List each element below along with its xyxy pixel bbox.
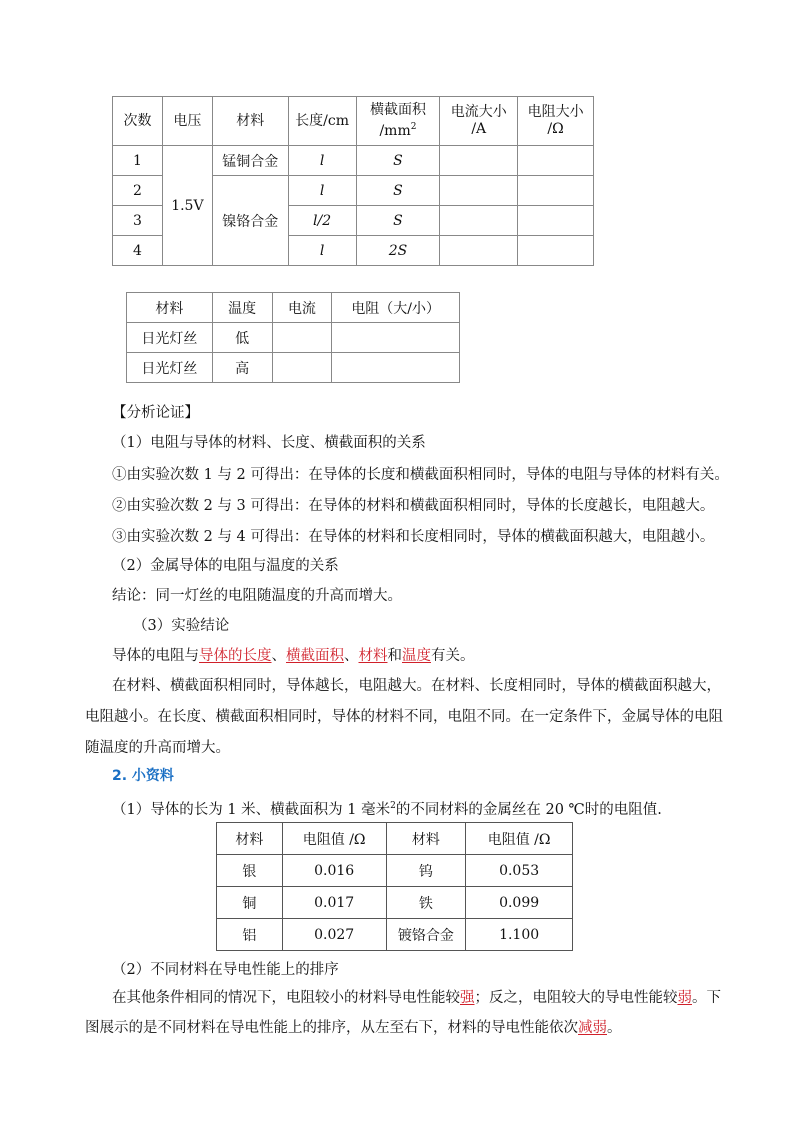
length-cell: l [288, 236, 356, 266]
paragraph: 在材料、横截面积相同时，导体越长，电阻越大。在材料、长度相同时，导体的横截面积越大， [112, 678, 721, 694]
length-cell: l [288, 176, 356, 206]
current-cell [440, 146, 518, 176]
area-cell: 2S [356, 236, 440, 266]
paragraph: 随温度的升高而增大。 [85, 740, 230, 756]
row-number: 2 [113, 176, 163, 206]
current-cell [440, 206, 518, 236]
value-cell: 0.099 [466, 887, 573, 919]
paragraph: （3）实验结论 [133, 618, 230, 634]
header-resistance: 电阻值 /Ω [466, 823, 573, 855]
conclusion-text: 结论：同一灯丝的电阻随温度的升高而增大。 [112, 588, 402, 604]
area-cell: S [356, 206, 440, 236]
length-cell: l [288, 146, 356, 176]
resistance-table [216, 822, 573, 951]
header-material: 材料 [386, 823, 466, 855]
value-cell: 1.100 [466, 919, 573, 951]
resistance-cell [518, 236, 594, 266]
header-current: 电流 [272, 293, 332, 323]
paragraph: （1）电阻与导体的材料、长度、横截面积的关系 [112, 435, 426, 451]
length-cell: l/2 [288, 206, 356, 236]
temperature-cell: 低 [212, 323, 272, 353]
header-resistance: 电阻大小 /Ω [518, 97, 594, 146]
material-cell: 铝 [217, 919, 283, 951]
header-area: 横截面积 $/mm^2$ [356, 97, 440, 146]
header-temperature: 温度 [212, 293, 272, 323]
resistance-cell [332, 353, 460, 383]
header-length: 长度/cm [288, 97, 356, 146]
material-cell: 银 [217, 855, 283, 887]
resistance-cell [332, 323, 460, 353]
answer-strong: 强 [460, 990, 475, 1006]
table-row [217, 855, 573, 887]
table-row [217, 887, 573, 919]
header-resistance: 电阻（大/小） [332, 293, 460, 323]
paragraph: （2）不同材料在导电性能上的排序 [112, 962, 339, 978]
answer-decrease: 减弱 [578, 1020, 607, 1036]
current-cell [440, 176, 518, 206]
material-cell: 铁 [386, 887, 466, 919]
paragraph: 图展示的是不同材料在导电性能上的排序，从左至右下，材料的导电性能依次减弱。 [85, 1020, 622, 1036]
material-cell: 铜 [217, 887, 283, 919]
material-cell: 日光灯丝 [127, 323, 213, 353]
table-row [113, 146, 594, 176]
paragraph: ③由实验次数 2 与 4 可得出：在导体的材料和长度相同时，导体的横截面积越大，电阻越小。 [112, 529, 715, 545]
section-heading: 2. 小资料 [112, 768, 174, 784]
area-cell: S [356, 176, 440, 206]
answer-material: 材料 [358, 648, 388, 664]
header-resistance: 电阻值 /Ω [282, 823, 386, 855]
material-cell: 钨 [386, 855, 466, 887]
temperature-cell: 高 [212, 353, 272, 383]
paragraph: 在其他条件相同的情况下，电阻较小的材料导电性能较强；反之，电阻较大的导电性能较弱。下 [112, 990, 721, 1006]
table-row [217, 919, 573, 951]
material-cell: 镍铬合金 [212, 176, 288, 266]
paragraph: （2）金属导体的电阻与温度的关系 [112, 558, 339, 574]
row-number: 1 [113, 146, 163, 176]
analysis-title: 【分析论证】 [112, 405, 199, 421]
resistance-cell [518, 206, 594, 236]
material-cell: 锰铜合金 [212, 146, 288, 176]
resistance-cell [518, 146, 594, 176]
conclusion-line: 导体的电阻与导体的长度、横截面积、材料和温度有关。 [112, 648, 475, 664]
header-count: 次数 [113, 97, 163, 146]
value-cell: 0.016 [282, 855, 386, 887]
material-cell: 镀铬合金 [386, 919, 466, 951]
row-number: 4 [113, 236, 163, 266]
header-material: 材料 [127, 293, 213, 323]
value-cell: 0.053 [466, 855, 573, 887]
header-current: 电流大小 /A [440, 97, 518, 146]
value-cell: 0.027 [282, 919, 386, 951]
area-cell: S [356, 146, 440, 176]
answer-weak: 弱 [677, 990, 692, 1006]
row-number: 3 [113, 206, 163, 236]
experiment-table-2 [126, 292, 460, 383]
header-voltage: 电压 [162, 97, 212, 146]
answer-area: 横截面积 [286, 648, 344, 664]
paragraph: 电阻越小。在长度、横截面积相同时，导体的材料不同，电阻不同。在一定条件下，金属导体的电阻 [85, 709, 723, 725]
current-cell [272, 323, 332, 353]
answer-length: 导体的长度 [199, 648, 272, 664]
current-cell [272, 353, 332, 383]
paragraph: ②由实验次数 2 与 3 可得出：在导体的材料和横截面积相同时，导体的长度越长，电阻越大。 [112, 498, 715, 514]
table-row [127, 353, 460, 383]
value-cell: 0.017 [282, 887, 386, 919]
header-material: 材料 [212, 97, 288, 146]
header-material: 材料 [217, 823, 283, 855]
answer-temperature: 温度 [402, 648, 431, 664]
paragraph: ①由实验次数 1 与 2 可得出：在导体的长度和横截面积相同时，导体的电阻与导体的材料有关。 [112, 467, 729, 483]
paragraph: （1）导体的长为 1 米、横截面积为 1 毫米$^2$的不同材料的金属丝在 20 ℃时的电阻值. [112, 801, 662, 818]
material-cell: 日光灯丝 [127, 353, 213, 383]
table-row [127, 323, 460, 353]
resistance-cell [518, 176, 594, 206]
experiment-table-1 [112, 96, 594, 266]
current-cell [440, 236, 518, 266]
voltage-cell: 1.5V [162, 146, 212, 266]
